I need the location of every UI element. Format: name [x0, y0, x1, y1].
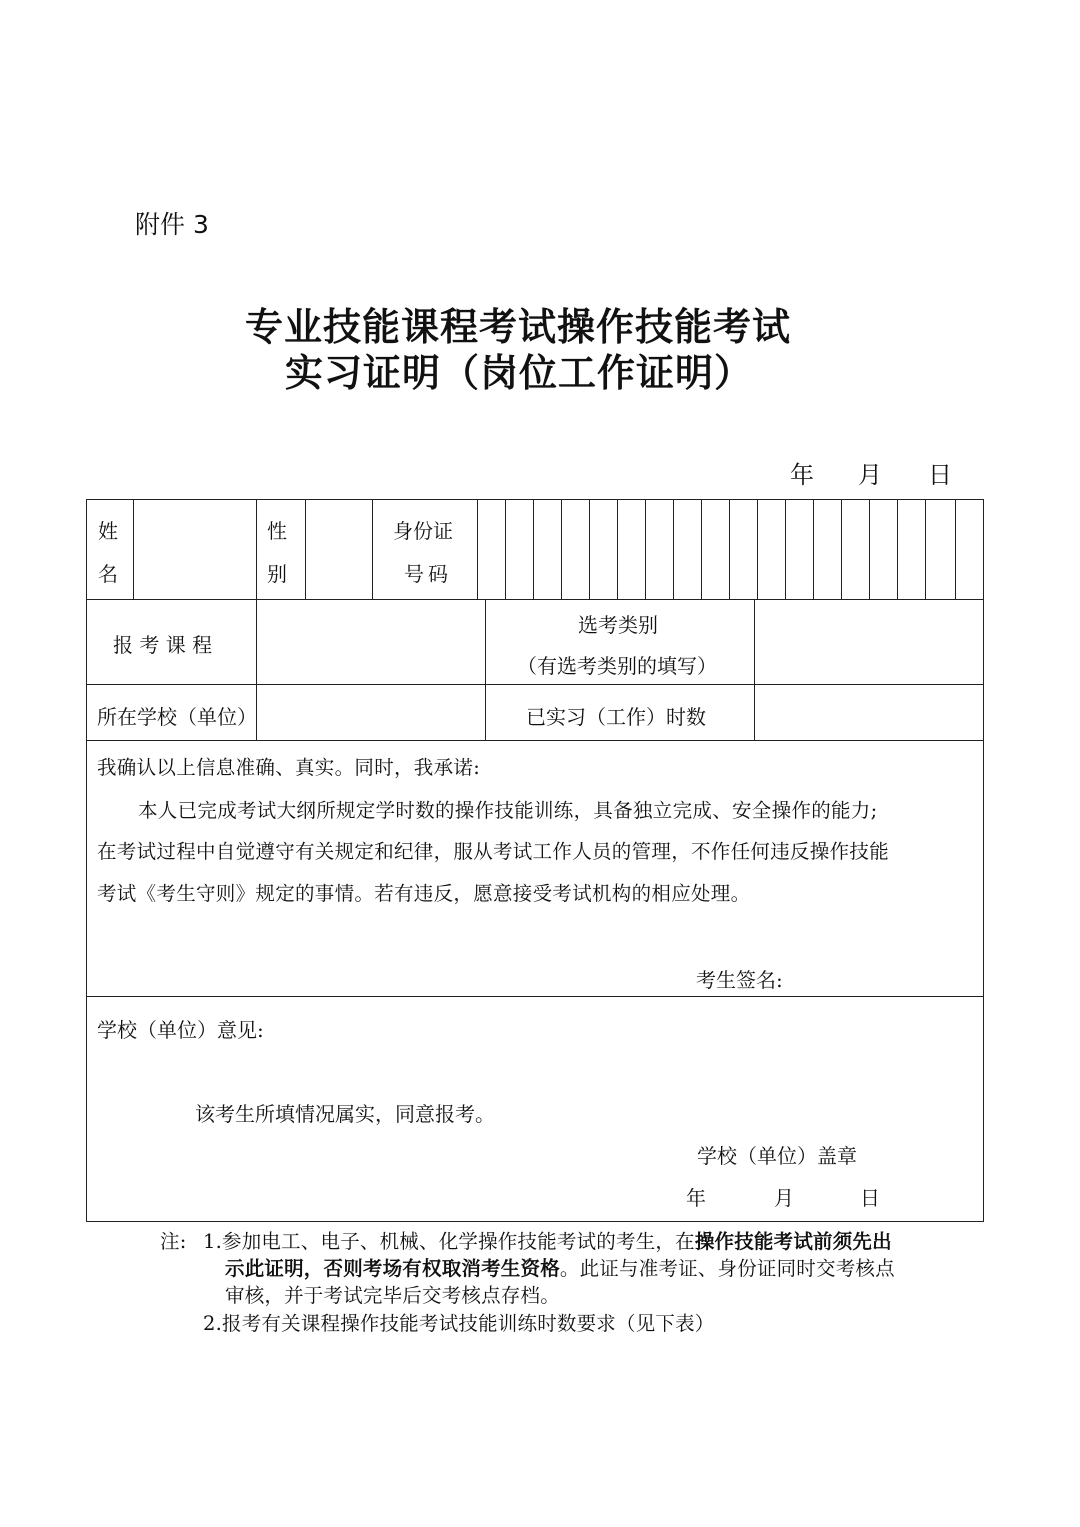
category-label: 选考类别 — [578, 613, 658, 637]
id-digit-box — [729, 499, 730, 599]
col-divider — [477, 499, 478, 599]
col-divider — [305, 499, 306, 599]
id-digit-box — [505, 499, 506, 599]
id-digit-box — [673, 499, 674, 599]
stamp-month: 月 — [774, 1186, 794, 1210]
stamp-day: 日 — [860, 1186, 880, 1210]
id-digit-box — [533, 499, 534, 599]
id-label-1: 身份证 — [393, 519, 453, 543]
signature-label: 考生签名: — [696, 968, 783, 992]
id-digit-box — [897, 499, 898, 599]
hours-label: 已实习（工作）时数 — [526, 705, 706, 729]
course-label: 报 考 课 程 — [113, 633, 213, 657]
date-year-label: 年 — [790, 461, 814, 489]
note-1-line-3: 审核，并于考试完毕后交考核点存档。 — [225, 1284, 560, 1307]
pledge-intro: 我确认以上信息准确、真实。同时，我承诺: — [97, 756, 481, 779]
stamp-year: 年 — [686, 1186, 706, 1210]
gender-label-2: 别 — [267, 562, 287, 586]
pledge-line-2: 在考试过程中自觉遵守有关规定和纪律，服从考试工作人员的管理，不作任何违反操作技能 — [97, 840, 890, 863]
id-digit-box — [589, 499, 590, 599]
id-digit-box — [757, 499, 758, 599]
row-divider — [86, 996, 984, 997]
col-divider — [133, 499, 134, 599]
id-digit-box — [813, 499, 814, 599]
id-digit-box — [701, 499, 702, 599]
notes-prefix: 注: — [160, 1230, 187, 1253]
note-1-line-2: 示此证明，否则考场有权取消考生资格。此证与准考证、身份证同时交考核点 — [225, 1257, 895, 1280]
id-digit-box — [785, 499, 786, 599]
stamp-label: 学校（单位）盖章 — [697, 1144, 857, 1168]
name-label-2: 名 — [98, 562, 118, 586]
id-digit-box — [841, 499, 842, 599]
page-title-line1: 专业技能课程考试操作技能考试 — [245, 305, 792, 349]
name-label-1: 姓 — [98, 519, 118, 543]
col-divider — [256, 499, 257, 599]
pledge-line-3: 考试《考生守则》规定的事情。若有违反，愿意接受考试机构的相应处理。 — [97, 882, 751, 905]
date-month-label: 月 — [858, 461, 882, 489]
note-1-line-1: 1.参加电工、电子、机械、化学操作技能考试的考生，在操作技能考试前须先出 — [203, 1230, 892, 1253]
row-divider — [86, 684, 984, 685]
id-digit-box — [645, 499, 646, 599]
school-label: 所在学校（单位） — [97, 705, 257, 729]
id-digit-box — [955, 499, 956, 599]
id-digit-box — [869, 499, 870, 599]
col-divider — [754, 599, 755, 740]
pledge-line-1: 本人已完成考试大纲所规定学时数的操作技能训练，具备独立完成、安全操作的能力; — [138, 799, 878, 822]
gender-label-1: 性 — [267, 519, 287, 543]
col-divider — [485, 599, 486, 740]
id-digit-box — [925, 499, 926, 599]
page-title-line2: 实习证明（岗位工作证明） — [285, 351, 754, 395]
id-digit-box — [617, 499, 618, 599]
id-digit-box — [561, 499, 562, 599]
row-divider — [86, 599, 984, 600]
opinion-text: 该考生所填情况属实，同意报考。 — [195, 1102, 495, 1126]
row-divider — [86, 740, 984, 741]
date-day-label: 日 — [928, 461, 952, 489]
col-divider — [372, 499, 373, 599]
attachment-label: 附件 3 — [135, 210, 209, 239]
category-note: （有选考类别的填写） — [517, 654, 717, 678]
id-label-2: 号码 — [404, 562, 452, 586]
note-2: 2.报考有关课程操作技能考试技能训练时数要求（见下表） — [203, 1312, 715, 1335]
opinion-label: 学校（单位）意见: — [97, 1018, 264, 1042]
